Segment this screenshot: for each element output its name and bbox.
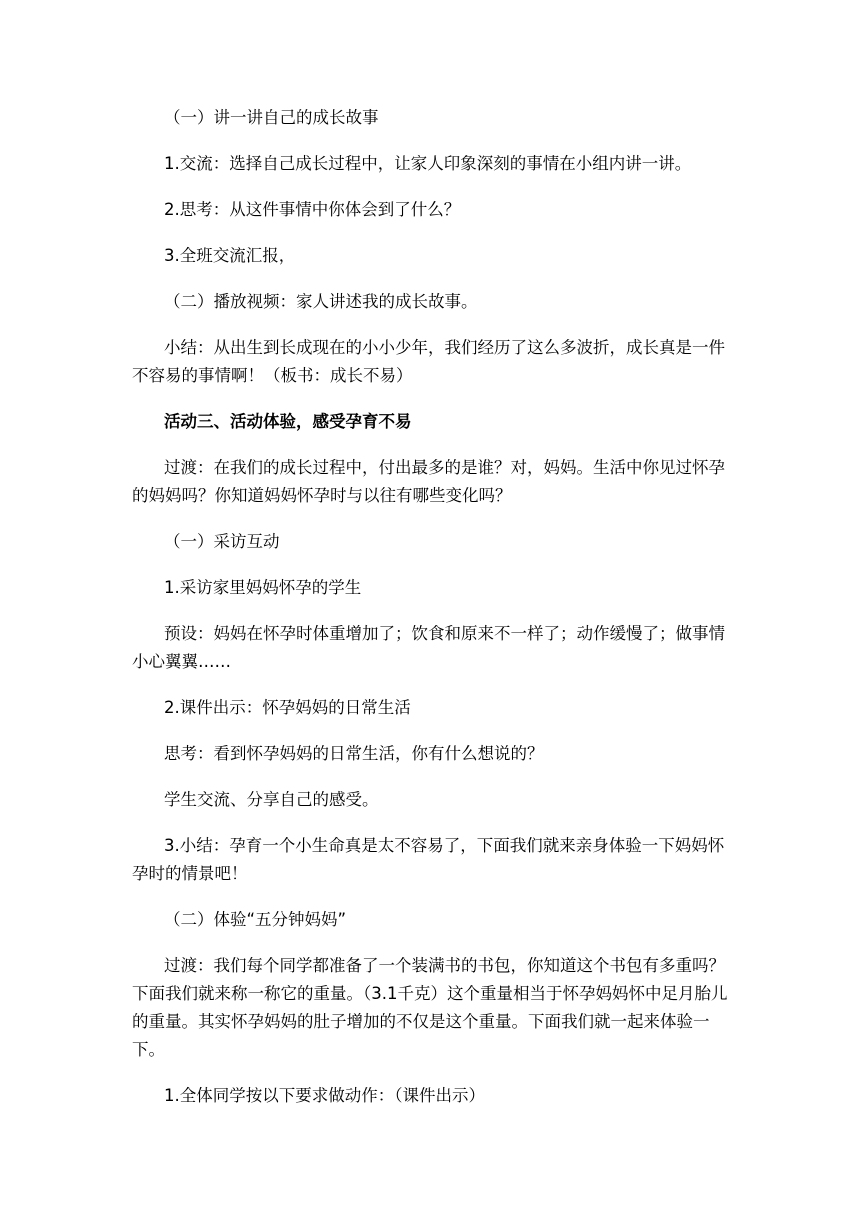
paragraph-9: （一）采访互动 [164, 532, 280, 551]
paragraph-12: 2.课件出示：怀孕妈妈的日常生活 [164, 698, 411, 717]
paragraph-15: 3.小结：孕育一个小生命真是太不容易了，下面我们就来亲身体验一下妈妈怀孕时的情景吧！ [132, 836, 725, 883]
paragraph-5: （二）播放视频：家人讲述我的成长故事。 [164, 292, 478, 311]
paragraph-6: 小结：从出生到长成现在的小小少年，我们经历了这么多波折，成长真是一件不容易的事情啊！（板书：成长不易） [132, 338, 725, 385]
section-heading-activity-3: 活动三、活动体验，感受孕育不易 [164, 412, 412, 431]
paragraph-2: 1.交流：选择自己成长过程中，让家人印象深刻的事情在小组内讲一讲。 [164, 154, 692, 173]
paragraph-8: 过渡：在我们的成长过程中，付出最多的是谁？对，妈妈。生活中你见过怀孕的妈妈吗？你知道妈妈怀孕时与以往有哪些变化吗？ [132, 458, 725, 505]
paragraph-3: 2.思考：从这件事情中你体会到了什么？ [164, 200, 461, 219]
paragraph-4: 3.全班交流汇报， [164, 246, 296, 265]
paragraph-11: 预设：妈妈在怀孕时体重增加了；饮食和原来不一样了；动作缓慢了；做事情小心翼翼…… [132, 624, 725, 671]
paragraph-17: 过渡：我们每个同学都准备了一个装满书的书包，你知道这个书包有多重吗？下面我们就来称一称它的重量。（3.1千克）这个重量相当于怀孕妈妈怀中足月胎儿的重量。其实怀孕妈妈的肚子增加的不仅是这个重量。下面我们就一起来体验一下。 [132, 956, 728, 1059]
paragraph-13: 思考：看到怀孕妈妈的日常生活，你有什么想说的？ [164, 744, 544, 763]
paragraph-16: （二）体验“五分钟妈妈” [164, 910, 347, 929]
paragraph-1: （一）讲一讲自己的成长故事 [164, 108, 379, 127]
document-body [132, 104, 732, 1128]
paragraph-14: 学生交流、分享自己的感受。 [164, 790, 379, 809]
paragraph-10: 1.采访家里妈妈怀孕的学生 [164, 578, 362, 597]
paragraph-18: 1.全体同学按以下要求做动作：（课件出示） [164, 1086, 485, 1105]
